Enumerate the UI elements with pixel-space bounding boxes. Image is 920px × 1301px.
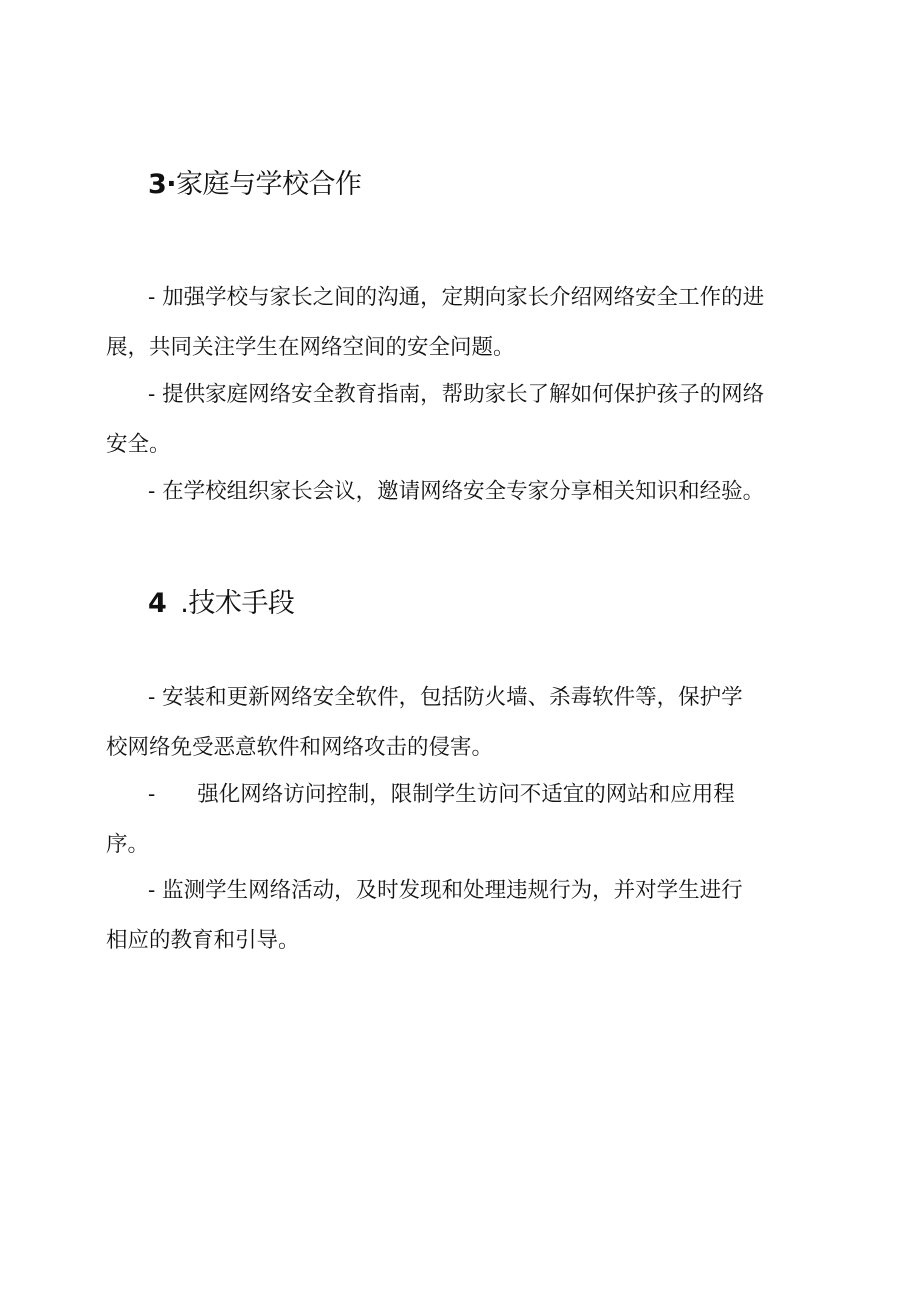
section-number: 4 <box>148 588 167 619</box>
section-heading-3 <box>148 167 362 203</box>
paragraph-line: 校网络免受恶意软件和网络攻击的侵害。 <box>106 735 494 760</box>
paragraph-line: 安全。 <box>106 432 171 457</box>
paragraph-line: 序。 <box>106 832 150 857</box>
section-heading-4 <box>148 586 294 622</box>
paragraph-line: 相应的教育和引导。 <box>106 928 300 953</box>
paragraph <box>106 770 826 870</box>
paragraph-line: 展，共同关注学生在网络空间的安全问题。 <box>106 335 515 360</box>
paragraph <box>106 673 826 773</box>
paragraph <box>106 370 826 470</box>
paragraph-line: - 监测学生网络活动，及时发现和处理违规行为，并对学生进行 <box>148 878 743 903</box>
paragraph-line: - 提供家庭网络安全教育指南，帮助家长了解如何保护孩子的网络 <box>148 382 765 407</box>
paragraph <box>106 273 826 373</box>
section-number: 3· <box>148 169 177 200</box>
paragraph <box>106 467 826 517</box>
paragraph-line: - 在学校组织家长会议，邀请网络安全专家分享相关知识和经验。 <box>148 479 765 504</box>
paragraph-line: - 安装和更新网络安全软件，包括防火墙、杀毒软件等，保护学 <box>148 685 743 710</box>
paragraph <box>106 866 826 966</box>
list-dash: - <box>148 782 156 807</box>
paragraph-text: 强化网络访问控制，限制学生访问不适宜的网站和应用程 <box>197 782 735 807</box>
paragraph-line: - 加强学校与家长之间的沟通，定期向家长介绍网络安全工作的进 <box>148 285 765 310</box>
section-title: .技术手段 <box>180 588 295 619</box>
section-title: 家庭与学校合作 <box>176 169 362 200</box>
paragraph-line <box>106 770 826 820</box>
